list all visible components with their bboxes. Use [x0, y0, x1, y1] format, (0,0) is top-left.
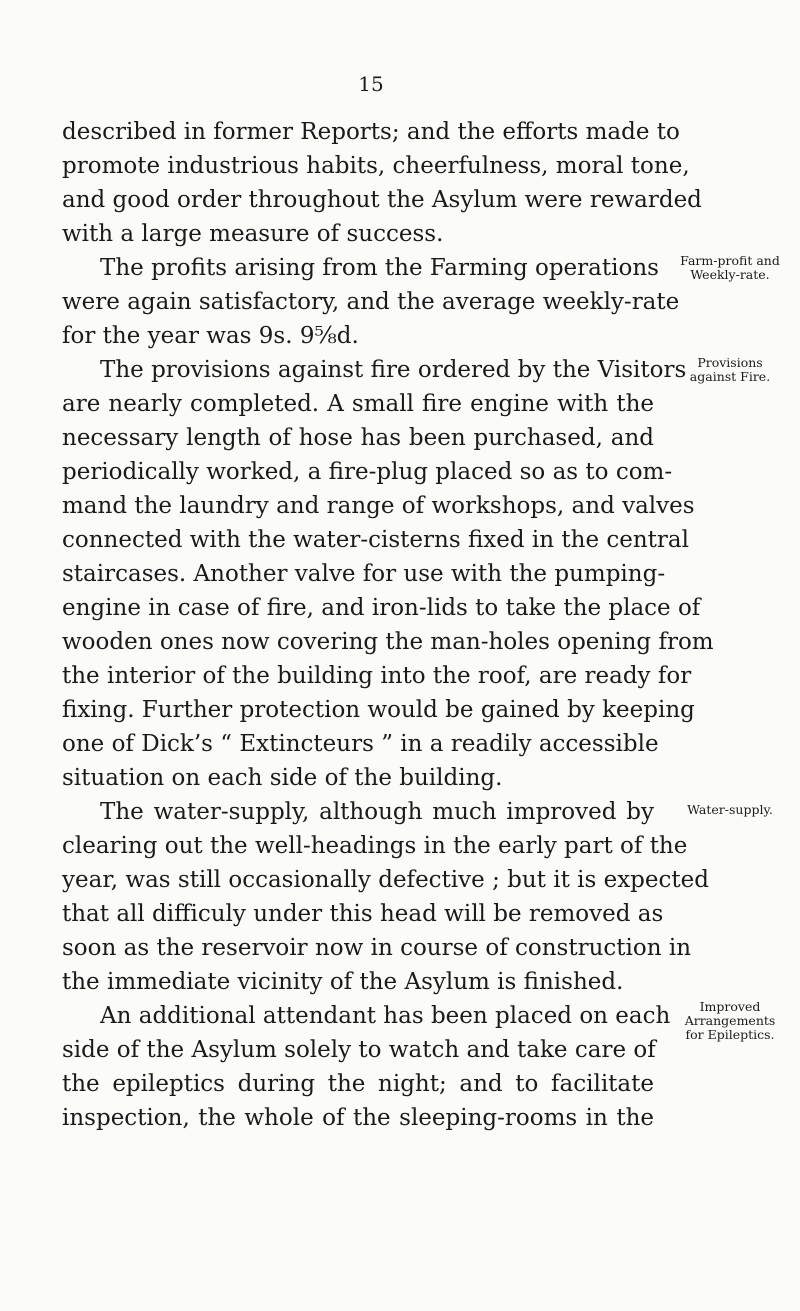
margin-note-line: against Fire. [689, 369, 771, 384]
page-number: 15 [358, 72, 384, 96]
text-line: soon as the reservoir now in course of construction in [62, 935, 692, 961]
text-line: connected with the water-cisterns fixed in the central [62, 527, 689, 553]
text-line: the epileptics during the night; and to facilitate [62, 1071, 654, 1097]
text-line: necessary length of hose has been purchased, and [62, 425, 654, 451]
margin-note-provisions-fire [664, 356, 796, 384]
text-line: wooden ones now covering the man-holes opening from [62, 629, 714, 655]
text-line: are nearly completed. A small fire engine with the [62, 391, 654, 417]
margin-note-farm-profit [664, 254, 796, 282]
text-line: mand the laundry and range of workshops, and valves [62, 493, 695, 519]
text-line: periodically worked, a fire-plug placed so as to com- [62, 459, 673, 485]
text-line: fixing. Further protection would be gained by keeping [62, 697, 695, 723]
text-line: the interior of the building into the roof, are ready for [62, 663, 692, 689]
text-line: with a large measure of success. [62, 221, 444, 247]
text-line: The water-supply, although much improved by [100, 799, 654, 825]
text-line: that all difficuly under this head will be removed as [62, 901, 664, 927]
margin-note-line: Farm-profit and [680, 253, 780, 268]
text-line: described in former Reports; and the efforts made to [62, 119, 680, 145]
margin-note-line: Provisions [697, 355, 763, 370]
text-line: side of the Asylum solely to watch and take care of [62, 1037, 656, 1063]
text-line: engine in case of fire, and iron-lids to take the place of [62, 595, 701, 621]
text-line: year, was still occasionally defective ; but it is expected [62, 867, 709, 893]
text-line: and good order throughout the Asylum were rewarded [62, 187, 702, 213]
text-line: The profits arising from the Farming operations [100, 255, 659, 281]
text-line: inspection, the whole of the sleeping-rooms in the [62, 1105, 654, 1131]
margin-note-water-supply [664, 803, 796, 817]
margin-note-line: Weekly-rate. [690, 267, 770, 282]
text-line: situation on each side of the building. [62, 765, 503, 791]
margin-note-line: Water-supply. [687, 802, 773, 817]
text-line: the immediate vicinity of the Asylum is finished. [62, 969, 624, 995]
text-line: An additional attendant has been placed on each [100, 1003, 671, 1029]
text-line: for the year was 9s. 9⅝d. [62, 323, 359, 349]
text-line: promote industrious habits, cheerfulness, moral tone, [62, 153, 690, 179]
text-line: were again satisfactory, and the average weekly-rate [62, 289, 680, 315]
text-line: one of Dick’s “ Extincteurs ” in a readily accessible [62, 731, 659, 757]
margin-note-line: Improved [699, 999, 761, 1014]
text-line: staircases. Another valve for use with the pumping- [62, 561, 666, 587]
margin-note-line: for Epileptics. [685, 1027, 775, 1042]
text-line: clearing out the well-headings in the early part of the [62, 833, 688, 859]
text-line: The provisions against fire ordered by the Visitors [100, 357, 687, 383]
margin-note-epileptics [664, 1000, 796, 1042]
margin-note-line: Arrangements [684, 1013, 776, 1028]
